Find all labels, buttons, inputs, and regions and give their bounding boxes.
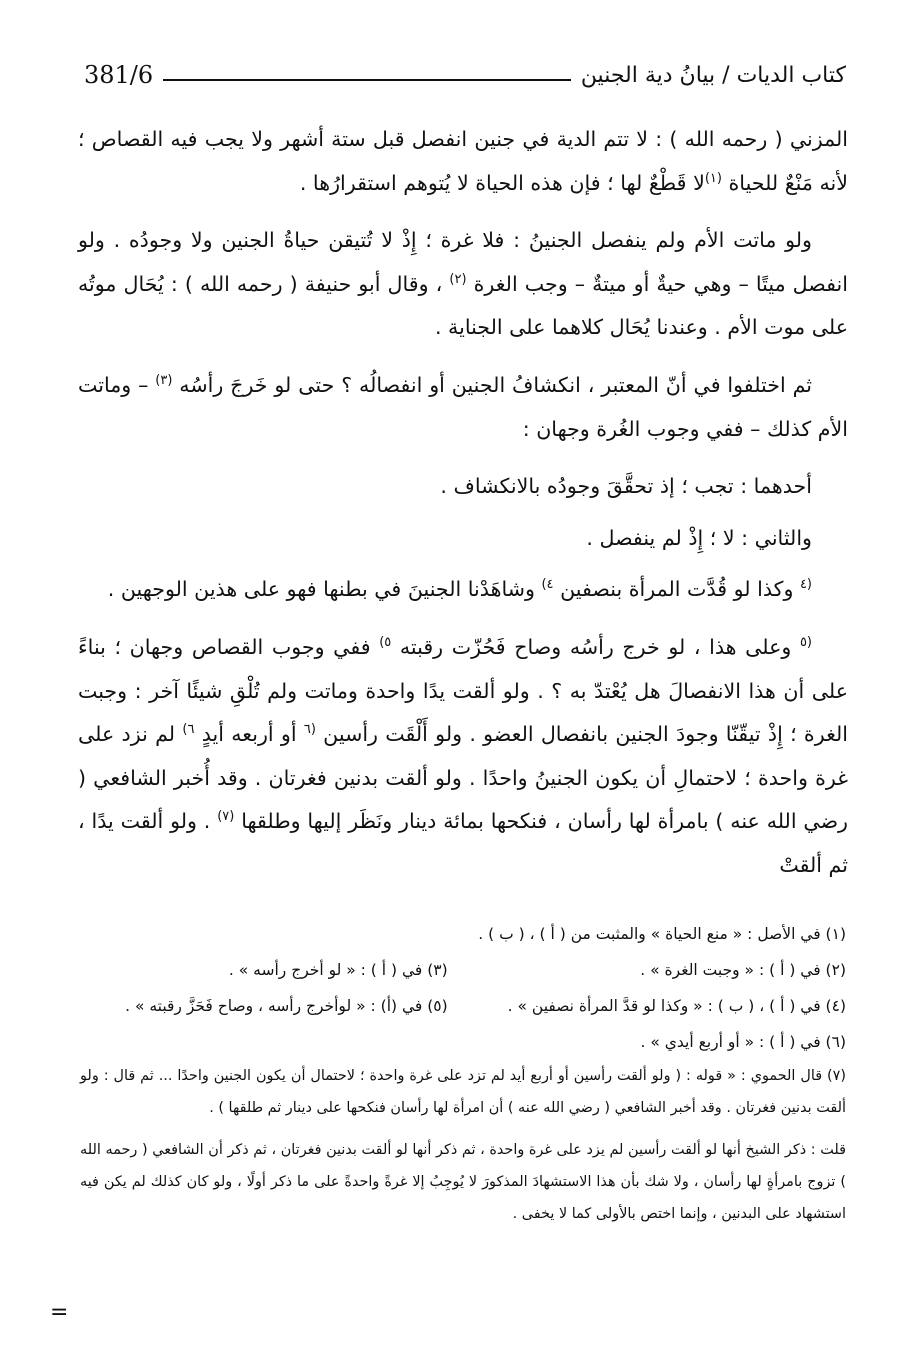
footnotes: [80, 916, 846, 1230]
text-run: وشاهَدْنا الجنينَ في بطنها فهو على هذين الوجهين .: [107, 577, 542, 602]
paragraph-second-view: والثاني : لا ؛ إِذْ لم ينفصل .: [586, 525, 812, 550]
paragraph-first-view: أحدهما : تجب ؛ إذ تحقَّقَ وجودُه بالانكشاف .: [440, 474, 812, 499]
text-run: لا قَطْعٌ لها ؛ فإن هذه الحياة لا يُتوهم استقرارُها .: [299, 170, 705, 195]
main-text: [78, 118, 848, 902]
footnote-ref-4-close: ٤): [541, 577, 554, 593]
paragraph-3: [78, 364, 848, 451]
footnote-7: (٧) قال الحموي : « قوله : ( ولو ألقت رأسين أو أربع أيد لم تزد على غرة واحدة ؛ لاحتمال أن يكون الجنين واحدًا ... ثم قال : ولو ألقت بدنين فغرتان . وقد أخبر الشافعي ( رضي الله عنه ) أن امرأة لها رأسان فنكحها على دينار ثم طلقها ) .: [80, 1068, 846, 1116]
text-run: لم نزد على غرة واحدة ؛ لاحتمالِ أن يكون الجنينُ واحدًا . ولو ألقت بدنين فغرتان . وقد أُخبر الشافعي ( رضي الله عنه ) بامرأة لها رأسان ، فنكحها بمائة دينار ونَظَر إليها وطلقها: [78, 722, 848, 834]
footnote-ref-7: (٧): [217, 809, 235, 825]
footnote-ref-6-close: ٦): [182, 722, 195, 738]
footnote-2: (٢) في ( أ ) : « وجبت الغرة » .: [640, 961, 846, 979]
footnote-ref-1: (١): [704, 170, 722, 186]
footnote-ref-4-open: (٤: [799, 577, 812, 593]
footnote-row: [80, 952, 846, 988]
footnote-6: (٦) في ( أ ) : « أو أربع أيدي » .: [640, 1033, 846, 1051]
paragraph-2: [78, 219, 848, 350]
footnote-ref-3: (٣): [155, 373, 173, 389]
footnote-1: (١) في الأصل : « منع الحياة » والمثبت من ( أ ) ، ( ب ) .: [478, 925, 846, 943]
header-rule: [163, 79, 571, 81]
running-title: كتاب الديات / بيانُ دية الجنين: [580, 62, 846, 88]
text-run: ثم اختلفوا في أنّ المعتبر ، انكشافُ الجنين أو انفصالُه ؟ حتى لو خَرجَ رأسُه: [172, 372, 813, 397]
footnote-ref-2: (٢): [449, 271, 467, 287]
text-run: ، وقال أبو حنيفة ( رحمه الله ) : يُحَال موتُه على موت الأم . وعندنا يُحَال كلاهما على الجناية .: [78, 271, 848, 340]
text-run: وكذا لو قُدَّت المرأة بنصفين: [553, 577, 800, 602]
text-run: أو أربعه أيدٍ: [194, 722, 304, 747]
text-run: ولو ماتت الأم ولم ينفصل الجنينُ : فلا غرة ؛ إِذْ لا تُتيقن حياةُ الجنين ولا وجودُه . ولو انفصل ميتًا – وهي حيةٌ أو ميتةٌ – وجب الغرة: [78, 228, 848, 296]
page-header: [84, 58, 846, 92]
continuation-mark: =: [50, 1300, 69, 1325]
footnote-5: (٥) في (أ) : « لوأخرج رأسه ، وصاح فَحَزَّ رقبته » .: [125, 997, 448, 1015]
text-run: – وماتت الأم كذلك – ففي وجوب الغُرة وجهان :: [78, 372, 848, 441]
footnote-ref-6-open: (٦: [303, 722, 316, 738]
footnote-ref-5-open: (٥: [799, 635, 812, 651]
text-run: المزني ( رحمه الله ) : لا تتم الدية في جنين انفصل قبل ستة أشهر ولا يجب فيه القصاص ؛ لأنه مَنْعٌ للحياة: [78, 127, 848, 195]
footnote-ref-5-close: ٥): [379, 635, 392, 651]
paragraph-6: [78, 568, 848, 612]
text-run: وعلى هذا ، لو خرج رأسُه وصاح فَحُزّت رقبته: [391, 634, 800, 659]
footnote-row: [80, 988, 846, 1024]
footnote-3: (٣) في ( أ ) : « لو أخرج رأسه » .: [228, 961, 448, 979]
text-run: ففي وجوب القصاص وجهان ؛ بناءً على أن هذا الانفصالَ هل يُعْتدّ به ؟ . ولو ألقت يدًا واحدة وماتت ولم تُلْقِ شيئًا آخر : وجبت الغرة ؛ إِذْ تيقّنّا وجودَ الجنين بانفصال العضو . ولو أَلْقَت رأسين: [78, 634, 849, 747]
footnote-4: (٤) في ( أ ) ، ( ب ) : « وكذا لو قدَّ المرأة نصفين » .: [507, 997, 846, 1015]
footnote-7-continued: قلت : ذكر الشيخ أنها لو ألقت رأسين لم يزد على غرة واحدة ، ثم ذكر أنها لو ألقت بدنين فغرتان ، ثم ذكر أن الشافعي ( رحمه الله ) تزوج بامرأةٍ لها رأسان ، ولا شك بأن هذا الاستشهادَ المذكورَ لا يُوجِبُ إلا غرةً واحدةً على ما ذكر أولًا ، ولو كان كذلك لم يكن فيه استشهاد على البدنين ، وإنما اختص بالأولى كما لا يخفى .: [80, 1142, 846, 1222]
page-number: 381/6: [84, 61, 154, 89]
paragraph-1: [78, 118, 848, 205]
paragraph-7: [78, 626, 848, 888]
text-run: . ولو ألقت يدًا ، ثم ألقتْ: [78, 809, 848, 877]
